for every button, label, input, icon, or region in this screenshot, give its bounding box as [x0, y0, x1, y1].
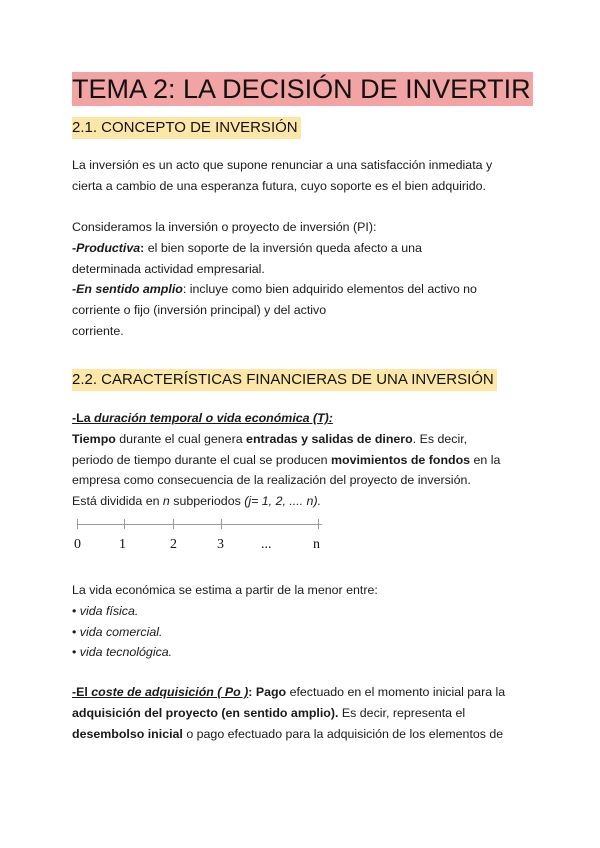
timeline-label: 3: [217, 537, 224, 552]
duracion-heading: [72, 408, 532, 429]
text-line: cierta a cambio de una esperanza futura, cuyo soporte es el bien adquirido.: [72, 178, 486, 193]
paragraph-vida-economica: [72, 580, 532, 663]
timeline-axis: [77, 524, 322, 525]
text-span: subperiodos: [169, 494, 245, 509]
subperiodos-italic: (j= 1, 2, .... n).: [244, 494, 322, 509]
productiva-label: -Productiva: [72, 240, 141, 255]
productiva-colon: :: [140, 240, 145, 255]
timeline-label: 2: [170, 537, 177, 552]
timeline-tick: [124, 519, 125, 529]
timeline-label: 0: [74, 537, 81, 552]
text-span: o pago efectuado para la adquisición de los elementos de: [182, 726, 504, 741]
list-item: [72, 622, 532, 643]
timeline-label: 1: [119, 537, 126, 552]
list-item: [72, 642, 532, 663]
text-span: durante el cual genera: [115, 431, 247, 446]
text-span: efectuado en el momento inicial para la: [286, 685, 506, 699]
movimientos-bold: movimientos de fondos: [331, 452, 471, 467]
productiva-line: [72, 238, 532, 259]
coste-line: [72, 682, 532, 703]
text-span: . Es decir,: [412, 431, 468, 446]
bullet-icon: •: [72, 624, 77, 639]
text-span: Está dividida en: [72, 494, 163, 509]
list-item-text: vida comercial.: [79, 624, 163, 639]
paragraph-tipos-inversion: [72, 217, 532, 342]
amplio-line: [72, 279, 532, 300]
text-span: periodo de tiempo durante el cual se producen: [72, 452, 331, 467]
text-line: [72, 450, 532, 471]
amplio-text: : incluye como bien adquirido elementos del activo no: [182, 282, 477, 297]
text-span: Es decir, representa el: [338, 705, 466, 720]
paragraph-definicion: [72, 155, 532, 197]
paragraph-coste-adquisicion: [72, 682, 532, 744]
page-title: TEMA 2: LA DECISIÓN DE INVERTIR: [72, 74, 531, 104]
n-italic: n: [162, 494, 170, 509]
productiva-text: el bien soporte de la inversión queda afecto a una: [144, 240, 422, 255]
desembolso-bold: desembolso inicial: [72, 726, 183, 741]
text-line: corriente o fijo (inversión principal) y del activo: [72, 303, 327, 318]
text-line: [72, 703, 532, 724]
list-item-text: vida tecnológica.: [79, 645, 173, 660]
amplio-label: -En sentido amplio: [72, 282, 183, 297]
section-heading-caracteristicas: 2.2. CARACTERÍSTICAS FINANCIERAS DE UNA INVERSIÓN: [72, 369, 497, 391]
duracion-prefix: -La: [72, 411, 95, 425]
text-line: Consideramos la inversión o proyecto de inversión (PI):: [72, 220, 377, 234]
text-line: corriente.: [72, 323, 124, 338]
timeline-tick: [173, 519, 174, 529]
entradas-bold: entradas y salidas de dinero: [246, 431, 413, 446]
coste-label: coste de adquisición ( Po ): [91, 685, 249, 699]
text-line: La vida económica se estima a partir de la menor entre:: [72, 583, 378, 597]
list-item-text: vida física.: [79, 603, 139, 618]
timeline-diagram: [72, 515, 332, 560]
list-item: [72, 601, 532, 622]
section-heading-concepto: 2.1. CONCEPTO DE INVERSIÓN: [72, 117, 301, 139]
bullet-icon: •: [72, 645, 77, 660]
timeline-tick: [318, 519, 319, 529]
coste-prefix: -El: [72, 685, 92, 699]
text-line: [72, 724, 532, 745]
text-line: empresa como consecuencia de la realización del proyecto de inversión.: [72, 473, 471, 488]
text-line: [72, 429, 532, 450]
timeline-label: ...: [261, 537, 272, 552]
paragraph-duracion: [72, 408, 532, 512]
text-line: La inversión es un acto que supone renunciar a una satisfacción inmediata y: [72, 158, 493, 172]
text-line: [72, 491, 532, 512]
bullet-icon: •: [72, 603, 77, 618]
tiempo-bold: Tiempo: [72, 431, 116, 446]
coste-colon: : Pago: [248, 685, 287, 699]
duracion-label: duración temporal o vida económica (T):: [94, 411, 333, 425]
timeline-tick: [221, 519, 222, 529]
timeline-label: n: [313, 537, 320, 552]
text-line: determinada actividad empresarial.: [72, 261, 265, 276]
adquisicion-bold: adquisición del proyecto (en sentido amplio).: [72, 705, 339, 720]
timeline-tick: [77, 519, 78, 529]
text-span: en la: [470, 452, 501, 467]
